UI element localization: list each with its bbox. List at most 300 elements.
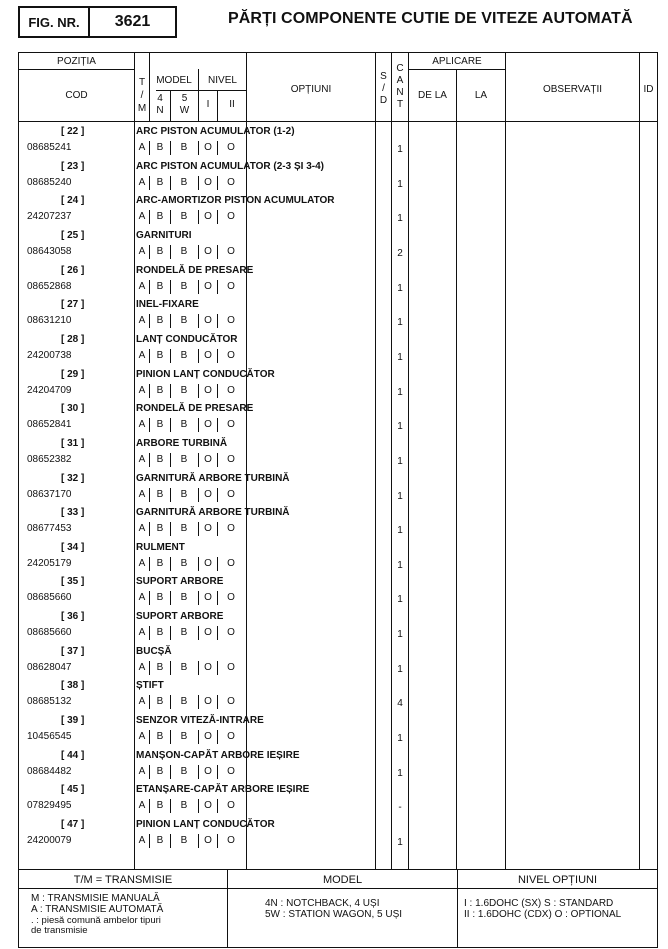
row-quantity: 1	[397, 317, 403, 329]
row-part-code: 24200079	[27, 835, 72, 846]
row-model-4n: B	[156, 245, 164, 257]
row-cell-divider	[170, 349, 171, 363]
row-position: [ 27 ]	[61, 299, 85, 311]
row-nivel-ii: O	[227, 315, 235, 327]
row-cell-divider	[170, 245, 171, 259]
header-nivel: NIVEL	[208, 75, 237, 86]
row-part-name: ARC-AMORTIZOR PISTON ACUMULATOR	[136, 195, 335, 207]
row-cell-divider	[217, 661, 218, 675]
row-quantity: 2	[397, 247, 403, 259]
row-nivel-ii: O	[227, 523, 235, 535]
row-cell-divider	[217, 488, 218, 502]
figure-label: FIG. NR.	[20, 8, 90, 36]
row-nivel-ii: O	[227, 661, 235, 673]
row-model-5w: B	[180, 176, 188, 188]
row-cell-divider	[217, 557, 218, 571]
row-tm-code: A	[138, 384, 146, 396]
row-part-name: GARNITURĂ ARBORE TURBINĂ	[136, 507, 290, 519]
row-cell-divider	[170, 626, 171, 640]
row-part-code: 08685132	[27, 696, 72, 708]
row-position: [ 25 ]	[61, 229, 85, 241]
header-pozitia: POZIȚIA	[57, 56, 96, 67]
row-cell-divider	[149, 522, 150, 536]
row-cell-divider	[198, 799, 199, 813]
row-cell-divider	[149, 695, 150, 709]
row-cell-divider	[217, 834, 218, 848]
row-nivel-ii: O	[227, 800, 235, 812]
row-quantity: 1	[397, 213, 403, 225]
row-quantity: 1	[397, 282, 403, 294]
row-quantity: 1	[397, 455, 403, 467]
row-part-name: SUPORT ARBORE	[136, 576, 224, 588]
row-model-5w: B	[180, 592, 188, 604]
footer-nivel-line-2: II : 1.6DOHC (CDX) O : OPTIONAL	[464, 909, 622, 920]
row-position: [ 31 ]	[61, 437, 85, 449]
header-model-5: 5	[181, 93, 188, 104]
row-tm-code: A	[138, 453, 146, 465]
header-sd-s: S	[380, 71, 387, 82]
row-model-4n: B	[156, 211, 164, 223]
row-cell-divider	[149, 280, 150, 294]
row-cell-divider	[198, 176, 199, 190]
row-tm-code: A	[138, 557, 146, 569]
row-nivel-i: O	[204, 211, 212, 223]
row-quantity: 1	[397, 144, 403, 155]
row-part-name: ARBORE TURBINĂ	[136, 437, 228, 449]
row-model-4n: B	[156, 419, 164, 431]
header-model-n: N	[156, 105, 164, 116]
header-la: LA	[474, 90, 488, 101]
row-position: [ 32 ]	[61, 472, 85, 484]
row-nivel-ii: O	[227, 453, 235, 465]
row-part-code: 08677453	[27, 523, 72, 535]
row-part-code: 08685660	[27, 627, 72, 639]
header-id: ID	[643, 84, 654, 95]
row-position: [ 28 ]	[61, 333, 85, 345]
row-quantity: 1	[397, 525, 403, 537]
row-cell-divider	[170, 141, 171, 155]
row-quantity: 1	[397, 421, 403, 433]
row-part-name: ETANȘARE-CAPĂT ARBORE IEȘIRE	[136, 784, 310, 796]
row-nivel-ii: O	[227, 245, 235, 257]
row-part-name: SENZOR VITEZĂ-INTRARE	[136, 715, 264, 727]
row-nivel-i: O	[204, 453, 212, 465]
row-position: [ 26 ]	[61, 264, 85, 276]
row-model-4n: B	[156, 523, 164, 535]
row-position: [ 33 ]	[61, 507, 85, 519]
row-cell-divider	[198, 695, 199, 709]
row-nivel-ii: O	[227, 731, 235, 743]
row-cell-divider	[217, 314, 218, 328]
row-nivel-ii: O	[227, 384, 235, 396]
row-cell-divider	[170, 210, 171, 224]
row-cell-divider	[217, 453, 218, 467]
row-model-4n: B	[156, 731, 164, 743]
row-cell-divider	[198, 522, 199, 536]
row-model-5w: B	[180, 142, 188, 153]
row-cell-divider	[170, 591, 171, 605]
row-nivel-ii: O	[227, 592, 235, 604]
row-model-5w: B	[180, 419, 188, 431]
row-nivel-i: O	[204, 142, 212, 153]
row-model-4n: B	[156, 384, 164, 396]
row-cell-divider	[170, 314, 171, 328]
row-nivel-i: O	[204, 384, 212, 396]
row-part-code: 24200738	[27, 349, 72, 361]
footer-tm-line-2: A : TRANSMISIE AUTOMATĂ	[31, 904, 164, 915]
row-model-4n: B	[156, 280, 164, 292]
row-cell-divider	[217, 522, 218, 536]
row-position: [ 34 ]	[61, 541, 85, 553]
row-model-5w: B	[180, 211, 188, 223]
row-part-name: RULMENT	[136, 541, 185, 553]
row-part-name: MANȘON-CAPĂT ARBORE IEȘIRE	[136, 749, 300, 761]
row-nivel-i: O	[204, 557, 212, 569]
row-cell-divider	[198, 349, 199, 363]
row-cell-divider	[149, 834, 150, 848]
row-nivel-i: O	[204, 523, 212, 535]
row-nivel-i: O	[204, 280, 212, 292]
row-tm-code: A	[138, 315, 146, 327]
footer-tm-line-3: . : piesă comună ambelor tipuri	[31, 915, 161, 926]
header-aplicare: APLICARE	[432, 56, 482, 67]
row-part-name: ARC PISTON ACUMULATOR (2-3 ȘI 3-4)	[136, 160, 324, 172]
row-nivel-i: O	[204, 488, 212, 500]
row-tm-code: A	[138, 592, 146, 604]
row-part-code: 24207237	[27, 211, 72, 223]
row-position: [ 45 ]	[61, 784, 85, 796]
footer-tm-line-1: M : TRANSMISIE MANUALĂ	[31, 893, 160, 904]
row-nivel-i: O	[204, 349, 212, 361]
header-nivel-ii: II	[229, 99, 235, 110]
row-cell-divider	[198, 626, 199, 640]
header-optiuni: OPȚIUNI	[290, 84, 332, 95]
row-part-name: PINION LANȚ CONDUCĂTOR	[136, 819, 275, 830]
row-model-4n: B	[156, 315, 164, 327]
row-part-code: 07829495	[27, 800, 72, 812]
row-model-4n: B	[156, 349, 164, 361]
row-nivel-i: O	[204, 176, 212, 188]
row-cell-divider	[170, 765, 171, 779]
row-cell-divider	[149, 210, 150, 224]
row-model-4n: B	[156, 176, 164, 188]
row-cell-divider	[149, 557, 150, 571]
row-nivel-ii: O	[227, 557, 235, 569]
footer-tm-title: T/M = TRANSMISIE	[73, 874, 173, 886]
row-tm-code: A	[138, 245, 146, 257]
row-cell-divider	[217, 765, 218, 779]
row-model-4n: B	[156, 661, 164, 673]
row-cell-divider	[149, 626, 150, 640]
parts-table	[18, 52, 658, 948]
header-tm-m: M	[137, 103, 147, 114]
row-cell-divider	[170, 418, 171, 432]
row-quantity: 1	[397, 663, 403, 675]
footer-top-line	[19, 869, 657, 870]
figure-number: 3621	[114, 13, 151, 30]
row-cell-divider	[198, 765, 199, 779]
row-tm-code: A	[138, 523, 146, 535]
row-nivel-i: O	[204, 245, 212, 257]
row-part-name: SUPORT ARBORE	[136, 611, 224, 623]
row-model-5w: B	[180, 280, 188, 292]
row-quantity: 1	[397, 178, 403, 190]
row-position: [ 47 ]	[61, 819, 85, 830]
header-model-w: W	[179, 105, 190, 116]
row-tm-code: A	[138, 488, 146, 500]
row-model-4n: B	[156, 592, 164, 604]
row-model-5w: B	[180, 453, 188, 465]
row-model-4n: B	[156, 557, 164, 569]
row-model-5w: B	[180, 696, 188, 708]
row-cell-divider	[149, 730, 150, 744]
row-nivel-i: O	[204, 835, 212, 846]
row-tm-code: A	[138, 176, 146, 188]
row-cell-divider	[217, 418, 218, 432]
row-model-5w: B	[180, 315, 188, 327]
row-part-code: 08652841	[27, 419, 72, 431]
row-nivel-ii: O	[227, 488, 235, 500]
row-part-name: RONDELĂ DE PRESARE	[136, 264, 254, 276]
footer-model-title: MODEL	[322, 874, 363, 886]
row-nivel-i: O	[204, 731, 212, 743]
page-title: PĂRȚI COMPONENTE CUTIE DE VITEZE AUTOMATĂ	[228, 10, 633, 27]
footer-title-line	[19, 888, 657, 889]
row-part-name: GARNITURĂ ARBORE TURBINĂ	[136, 472, 290, 484]
row-model-4n: B	[156, 142, 164, 153]
row-quantity: 1	[397, 733, 403, 745]
row-part-name: RONDELĂ DE PRESARE	[136, 403, 254, 415]
row-model-4n: B	[156, 835, 164, 846]
row-tm-code: A	[138, 280, 146, 292]
row-quantity: 1	[397, 767, 403, 779]
row-nivel-i: O	[204, 800, 212, 812]
header-tm-slash: /	[140, 90, 144, 101]
row-cell-divider	[217, 210, 218, 224]
row-nivel-ii: O	[227, 211, 235, 223]
row-model-5w: B	[180, 731, 188, 743]
row-position: [ 24 ]	[61, 195, 85, 207]
row-cell-divider	[217, 384, 218, 398]
row-tm-code: A	[138, 800, 146, 812]
row-cell-divider	[217, 695, 218, 709]
row-model-5w: B	[180, 523, 188, 535]
row-cell-divider	[149, 245, 150, 259]
row-part-code: 08631210	[27, 315, 72, 327]
row-nivel-ii: O	[227, 349, 235, 361]
row-part-code: 24205179	[27, 557, 72, 569]
row-position: [ 44 ]	[61, 749, 85, 761]
row-cell-divider	[170, 557, 171, 571]
header-observatii: OBSERVAȚII	[542, 84, 603, 95]
row-quantity: 4	[397, 698, 403, 710]
header-tm-t: T	[138, 77, 146, 88]
row-tm-code: A	[138, 211, 146, 223]
row-tm-code: A	[138, 765, 146, 777]
row-model-5w: B	[180, 384, 188, 396]
row-cell-divider	[217, 591, 218, 605]
row-position: [ 29 ]	[61, 368, 85, 380]
header-de-la: DE LA	[418, 90, 447, 101]
row-quantity: 1	[397, 351, 403, 363]
row-quantity: 1	[397, 629, 403, 641]
row-cell-divider	[170, 799, 171, 813]
row-model-5w: B	[180, 349, 188, 361]
row-cell-divider	[198, 453, 199, 467]
row-nivel-i: O	[204, 627, 212, 639]
row-cell-divider	[198, 488, 199, 502]
row-cell-divider	[198, 730, 199, 744]
row-model-5w: B	[180, 661, 188, 673]
row-model-4n: B	[156, 800, 164, 812]
row-part-name: ȘTIFT	[136, 680, 164, 692]
header-sd-slash: /	[382, 83, 385, 94]
row-part-code: 24204709	[27, 384, 72, 396]
row-cell-divider	[217, 349, 218, 363]
row-part-name: BUCȘĂ	[136, 645, 172, 657]
row-cell-divider	[170, 280, 171, 294]
figure-number-box	[18, 6, 177, 38]
row-model-5w: B	[180, 245, 188, 257]
row-part-code: 10456545	[27, 731, 72, 743]
row-cell-divider	[149, 591, 150, 605]
row-tm-code: A	[138, 661, 146, 673]
header-model: MODEL	[156, 75, 192, 86]
row-model-4n: B	[156, 488, 164, 500]
row-model-5w: B	[180, 557, 188, 569]
row-position: [ 39 ]	[61, 715, 85, 727]
row-part-name: ARC PISTON ACUMULATOR (1-2)	[136, 126, 295, 137]
row-cell-divider	[170, 488, 171, 502]
row-cell-divider	[217, 280, 218, 294]
footer-nivel-line-1: I : 1.6DOHC (SX) S : STANDARD	[464, 898, 614, 909]
row-nivel-i: O	[204, 696, 212, 708]
row-part-name: PINION LANȚ CONDUCĂTOR	[136, 368, 275, 380]
row-cell-divider	[217, 799, 218, 813]
row-cell-divider	[198, 210, 199, 224]
header-cant-n: N	[396, 87, 404, 98]
header-cant-a: A	[396, 75, 404, 86]
row-cell-divider	[170, 661, 171, 675]
header-cod: COD	[65, 90, 88, 101]
row-cell-divider	[198, 418, 199, 432]
row-cell-divider	[170, 730, 171, 744]
row-position: [ 38 ]	[61, 680, 85, 692]
row-cell-divider	[198, 591, 199, 605]
row-cell-divider	[149, 453, 150, 467]
row-nivel-i: O	[204, 592, 212, 604]
row-nivel-ii: O	[227, 835, 235, 846]
row-nivel-ii: O	[227, 142, 235, 153]
row-model-5w: B	[180, 488, 188, 500]
row-cell-divider	[170, 834, 171, 848]
row-part-code: 08685240	[27, 176, 72, 188]
row-quantity: 1	[397, 490, 403, 502]
row-cell-divider	[149, 176, 150, 190]
row-model-5w: B	[180, 800, 188, 812]
row-position: [ 22 ]	[61, 126, 85, 137]
row-nivel-i: O	[204, 765, 212, 777]
row-nivel-ii: O	[227, 419, 235, 431]
row-cell-divider	[217, 245, 218, 259]
row-nivel-ii: O	[227, 280, 235, 292]
row-cell-divider	[149, 314, 150, 328]
footer-nivel-title: NIVEL OPȚIUNI	[517, 874, 598, 886]
row-model-4n: B	[156, 453, 164, 465]
row-cell-divider	[149, 418, 150, 432]
row-part-code: 08684482	[27, 765, 72, 777]
row-tm-code: A	[138, 835, 146, 846]
row-part-code: 08652382	[27, 453, 72, 465]
row-cell-divider	[198, 280, 199, 294]
row-nivel-ii: O	[227, 176, 235, 188]
row-position: [ 23 ]	[61, 160, 85, 172]
footer-model-line-1: 4N : NOTCHBACK, 4 UȘI	[265, 898, 380, 909]
row-nivel-ii: O	[227, 765, 235, 777]
row-cell-divider	[149, 141, 150, 155]
row-nivel-i: O	[204, 419, 212, 431]
row-quantity: 1	[397, 594, 403, 606]
row-tm-code: A	[138, 696, 146, 708]
row-part-name: INEL-FIXARE	[136, 299, 199, 311]
row-position: [ 30 ]	[61, 403, 85, 415]
row-tm-code: A	[138, 627, 146, 639]
row-part-code: 08643058	[27, 245, 72, 257]
row-part-code: 08628047	[27, 661, 72, 673]
row-model-5w: B	[180, 627, 188, 639]
row-cell-divider	[217, 730, 218, 744]
row-nivel-ii: O	[227, 627, 235, 639]
row-cell-divider	[217, 176, 218, 190]
header-model-4: 4	[157, 93, 163, 104]
footer-tm-line-4: de transmisie	[31, 925, 88, 936]
header-sd-d: D	[379, 95, 388, 106]
footer-model-line-2: 5W : STATION WAGON, 5 UȘI	[265, 909, 403, 920]
row-cell-divider	[198, 661, 199, 675]
row-position: [ 37 ]	[61, 645, 85, 657]
row-tm-code: A	[138, 419, 146, 431]
row-quantity: -	[398, 802, 402, 814]
row-nivel-i: O	[204, 315, 212, 327]
row-cell-divider	[217, 626, 218, 640]
row-cell-divider	[170, 522, 171, 536]
row-model-4n: B	[156, 765, 164, 777]
row-position: [ 35 ]	[61, 576, 85, 588]
row-position: [ 36 ]	[61, 611, 85, 623]
header-cant-t: T	[396, 99, 404, 110]
row-part-name: LANȚ CONDUCĂTOR	[136, 333, 238, 345]
row-cell-divider	[198, 141, 199, 155]
row-model-4n: B	[156, 627, 164, 639]
row-cell-divider	[170, 695, 171, 709]
row-cell-divider	[198, 557, 199, 571]
row-part-code: 08637170	[27, 488, 72, 500]
row-cell-divider	[170, 384, 171, 398]
row-quantity: 1	[397, 386, 403, 398]
row-cell-divider	[198, 245, 199, 259]
row-cell-divider	[149, 765, 150, 779]
header-cant-c: C	[396, 63, 404, 74]
row-cell-divider	[170, 453, 171, 467]
row-cell-divider	[198, 314, 199, 328]
row-model-5w: B	[180, 835, 188, 846]
row-cell-divider	[170, 176, 171, 190]
row-cell-divider	[149, 488, 150, 502]
row-cell-divider	[149, 661, 150, 675]
row-nivel-i: O	[204, 661, 212, 673]
row-part-code: 08685241	[27, 142, 72, 153]
row-quantity: 1	[397, 559, 403, 571]
